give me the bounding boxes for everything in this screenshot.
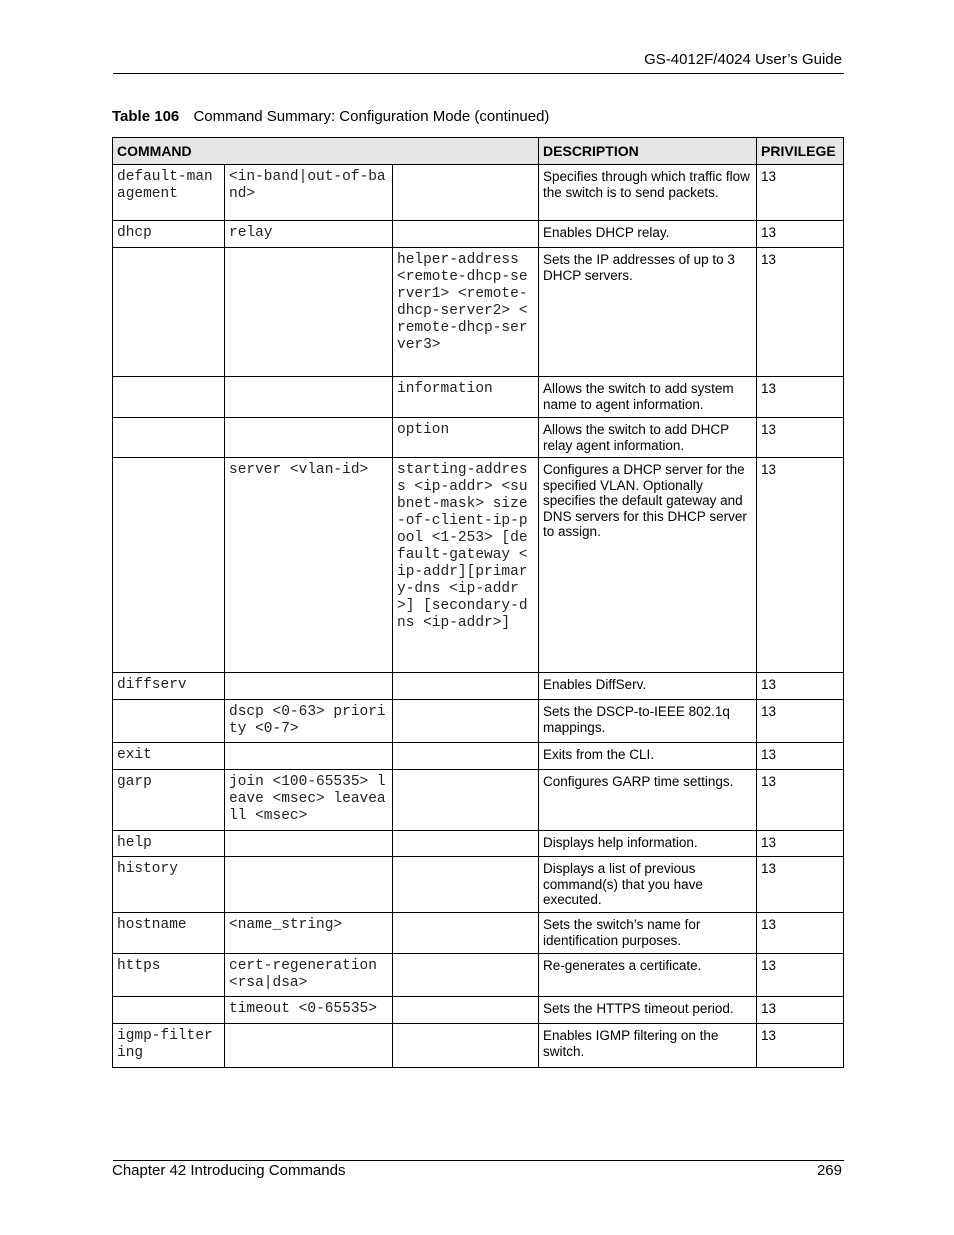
- command-cell: hostname: [113, 913, 225, 954]
- privilege-cell: 13: [757, 418, 844, 458]
- command-cell: [113, 248, 225, 377]
- table-row: [113, 857, 844, 913]
- command-cell: history: [113, 857, 225, 913]
- privilege-cell: 13: [757, 673, 844, 700]
- description-cell: Enables DHCP relay.: [539, 221, 757, 248]
- privilege-cell: 13: [757, 458, 844, 673]
- argument-cell: [393, 165, 539, 221]
- column-header-description: DESCRIPTION: [539, 138, 757, 165]
- table-row: [113, 831, 844, 857]
- subcommand-cell: timeout <0-65535>: [225, 997, 393, 1024]
- command-summary-table: [112, 137, 844, 1068]
- subcommand-cell: [225, 857, 393, 913]
- argument-cell: [393, 1024, 539, 1068]
- command-cell: [113, 700, 225, 743]
- description-cell: Sets the IP addresses of up to 3 DHCP servers.: [539, 248, 757, 377]
- table-caption: [112, 108, 549, 125]
- table-row: [113, 743, 844, 770]
- command-cell: default-management: [113, 165, 225, 221]
- header-rule: [113, 73, 844, 74]
- table-row: [113, 221, 844, 248]
- description-cell: Configures a DHCP server for the specified VLAN. Optionally specifies the default gateway and DNS servers for this DHCP server to assign.: [539, 458, 757, 673]
- argument-cell: [393, 743, 539, 770]
- table-row: [113, 377, 844, 418]
- page-number: 269: [816, 1162, 842, 1179]
- table-row: [113, 418, 844, 458]
- description-cell: Re-generates a certificate.: [539, 954, 757, 997]
- subcommand-cell: dscp <0-63> priority <0-7>: [225, 700, 393, 743]
- privilege-cell: 13: [757, 248, 844, 377]
- table-row: [113, 700, 844, 743]
- description-cell: Allows the switch to add system name to agent information.: [539, 377, 757, 418]
- command-cell: [113, 458, 225, 673]
- command-cell: garp: [113, 770, 225, 831]
- argument-cell: [393, 700, 539, 743]
- table-row: [113, 954, 844, 997]
- argument-cell: [393, 913, 539, 954]
- privilege-cell: 13: [757, 954, 844, 997]
- command-cell: [113, 997, 225, 1024]
- privilege-cell: 13: [757, 743, 844, 770]
- table-row: [113, 248, 844, 377]
- privilege-cell: 13: [757, 857, 844, 913]
- privilege-cell: 13: [757, 377, 844, 418]
- command-cell: [113, 377, 225, 418]
- running-header: GS-4012F/4024 User’s Guide: [644, 51, 842, 68]
- privilege-cell: 13: [757, 913, 844, 954]
- command-cell: igmp-filtering: [113, 1024, 225, 1068]
- subcommand-cell: <name_string>: [225, 913, 393, 954]
- table-row: [113, 770, 844, 831]
- description-cell: Exits from the CLI.: [539, 743, 757, 770]
- description-cell: Specifies through which traffic flow the switch is to send packets.: [539, 165, 757, 221]
- footer-chapter: Chapter 42 Introducing Commands: [112, 1162, 346, 1179]
- argument-cell: helper-address <remote-dhcp-server1> <remote-dhcp-server2> <remote-dhcp-server3>: [393, 248, 539, 377]
- privilege-cell: 13: [757, 700, 844, 743]
- privilege-cell: 13: [757, 1024, 844, 1068]
- subcommand-cell: [225, 673, 393, 700]
- privilege-cell: 13: [757, 165, 844, 221]
- argument-cell: option: [393, 418, 539, 458]
- subcommand-cell: server <vlan-id>: [225, 458, 393, 673]
- description-cell: Sets the HTTPS timeout period.: [539, 997, 757, 1024]
- table-number: Table 106: [112, 108, 180, 125]
- subcommand-cell: join <100-65535> leave <msec> leaveall <msec>: [225, 770, 393, 831]
- table-title: Command Summary: Configuration Mode (continued): [193, 108, 550, 125]
- footer-rule: [113, 1160, 844, 1161]
- description-cell: Sets the switch’s name for identification purposes.: [539, 913, 757, 954]
- subcommand-cell: <in-band|out-of-band>: [225, 165, 393, 221]
- command-cell: exit: [113, 743, 225, 770]
- subcommand-cell: cert-regeneration <rsa|dsa>: [225, 954, 393, 997]
- subcommand-cell: [225, 418, 393, 458]
- subcommand-cell: [225, 831, 393, 857]
- privilege-cell: 13: [757, 997, 844, 1024]
- argument-cell: [393, 857, 539, 913]
- command-cell: diffserv: [113, 673, 225, 700]
- table-row: [113, 673, 844, 700]
- subcommand-cell: [225, 743, 393, 770]
- argument-cell: [393, 831, 539, 857]
- table-header-row: [113, 138, 844, 165]
- column-header-command: COMMAND: [113, 138, 539, 165]
- description-cell: Allows the switch to add DHCP relay agent information.: [539, 418, 757, 458]
- argument-cell: information: [393, 377, 539, 418]
- command-cell: help: [113, 831, 225, 857]
- privilege-cell: 13: [757, 221, 844, 248]
- description-cell: Sets the DSCP-to-IEEE 802.1q mappings.: [539, 700, 757, 743]
- table-row: [113, 997, 844, 1024]
- description-cell: Enables DiffServ.: [539, 673, 757, 700]
- argument-cell: starting-address <ip-addr> <subnet-mask> size-of-client-ip-pool <1-253> [default-gateway <ip-addr][primary-dns <ip-addr>] [secondary-dns <ip-addr>]: [393, 458, 539, 673]
- table-row: [113, 165, 844, 221]
- argument-cell: [393, 673, 539, 700]
- command-cell: https: [113, 954, 225, 997]
- privilege-cell: 13: [757, 831, 844, 857]
- description-cell: Displays help information.: [539, 831, 757, 857]
- command-cell: dhcp: [113, 221, 225, 248]
- privilege-cell: 13: [757, 770, 844, 831]
- column-header-privilege: PRIVILEGE: [757, 138, 844, 165]
- argument-cell: [393, 954, 539, 997]
- subcommand-cell: relay: [225, 221, 393, 248]
- description-cell: Enables IGMP filtering on the switch.: [539, 1024, 757, 1068]
- subcommand-cell: [225, 248, 393, 377]
- argument-cell: [393, 997, 539, 1024]
- table-row: [113, 1024, 844, 1068]
- description-cell: Displays a list of previous command(s) that you have executed.: [539, 857, 757, 913]
- table-row: [113, 913, 844, 954]
- table-row: [113, 458, 844, 673]
- command-cell: [113, 418, 225, 458]
- argument-cell: [393, 221, 539, 248]
- subcommand-cell: [225, 1024, 393, 1068]
- argument-cell: [393, 770, 539, 831]
- description-cell: Configures GARP time settings.: [539, 770, 757, 831]
- subcommand-cell: [225, 377, 393, 418]
